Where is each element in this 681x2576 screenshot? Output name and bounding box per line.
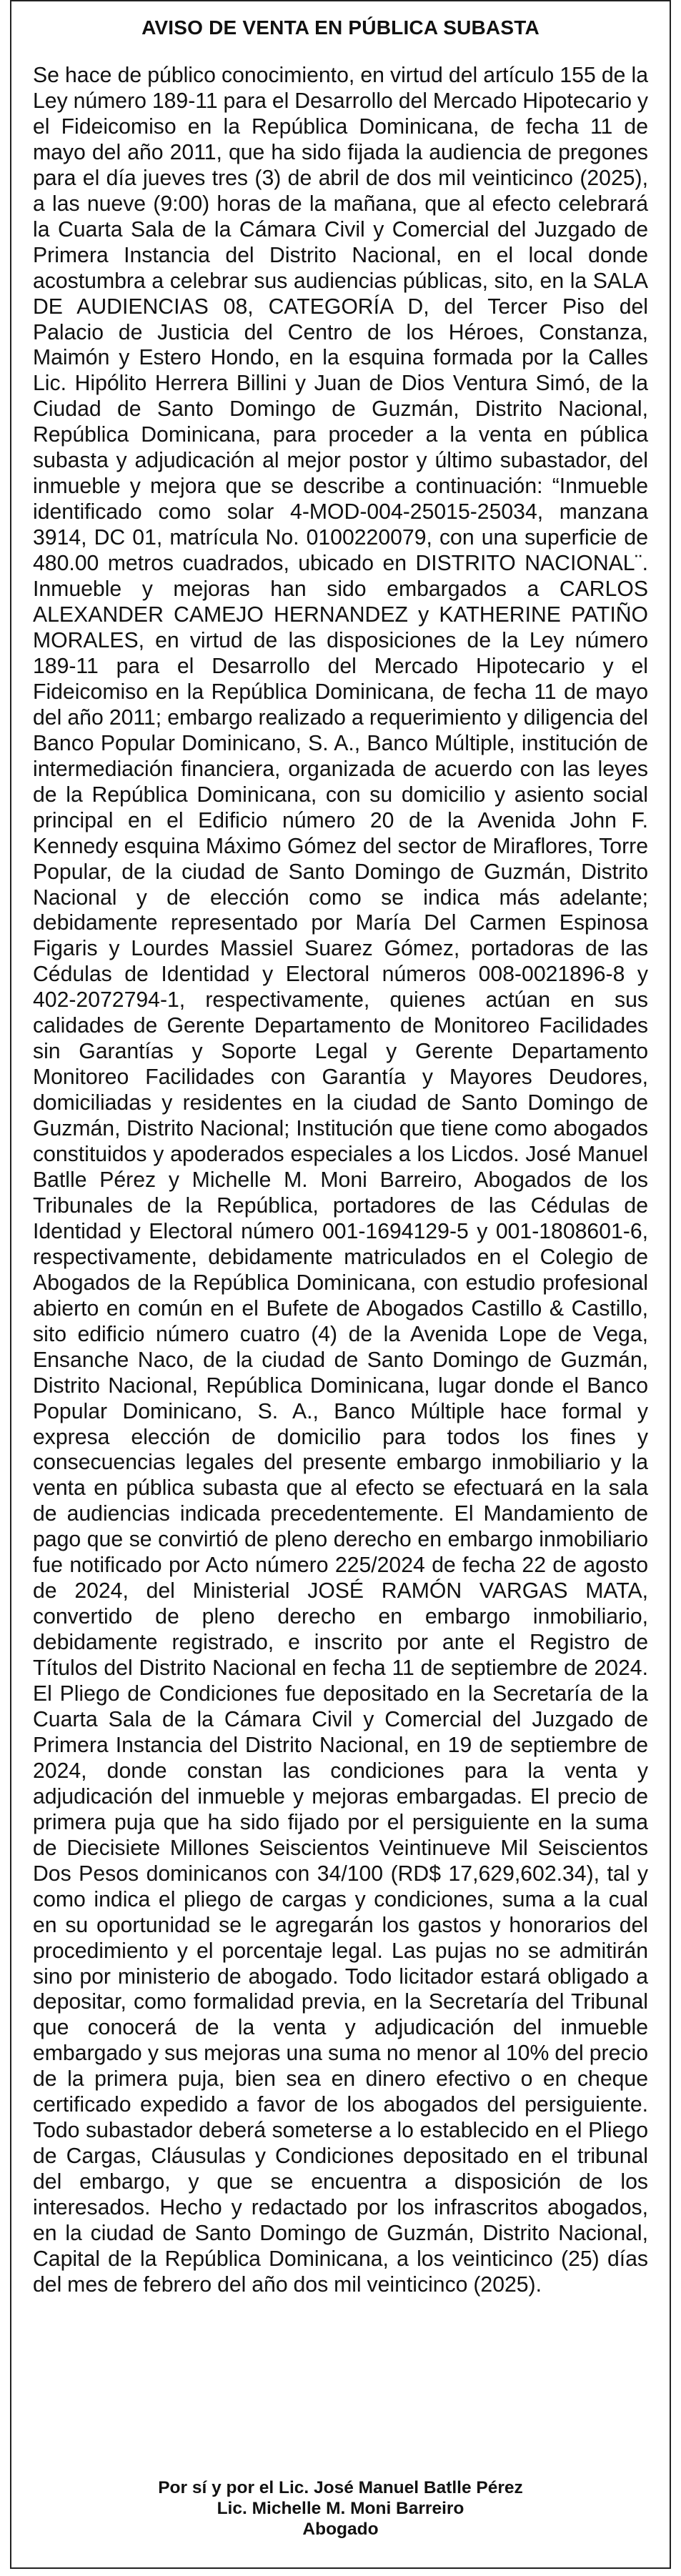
notice-body — [33, 63, 648, 2298]
public-auction-notice — [10, 0, 671, 2569]
notice-title: AVISO DE VENTA EN PÚBLICA SUBASTA — [141, 16, 540, 39]
notice-body-paragraph: Se hace de público conocimiento, en virtud del artículo 155 de la Ley número 189-11 para el Desarrollo del Mercado Hipotecario y el Fideicomiso en la República Dominicana, de fecha 11 de mayo del año 2011, que ha sido fijada la audiencia de pregones para el día jueves tres (3) de abril de dos mil veinticinco (2025), a las nueve (9:00) horas de la mañana, que al efecto celebrará la Cuarta Sala de la Cámara Civil y Comercial del Juzgado de Primera Instancia del Distrito Nacional, en el local donde acostumbra a celebrar sus audiencias públicas, sito, en la SALA DE AUDIENCIAS 08, CATEGORÍA D, del Tercer Piso del Palacio de Justicia del Centro de los Héroes, Constanza, Maimón y Estero Hondo, en la esquina formada por la Calles Lic. Hipólito Herrera Billini y Juan de Dios Ventura Simó, de la Ciudad de Santo Domingo de Guzmán, Distrito Nacional, República Dominicana, para proceder a la venta en pública subasta y adjudicación al mejor postor y último subastador, del inmueble y mejora que se describe a continuación: “Inmueble identificado como solar 4-MOD-004-25015-25034, manzana 3914, DC 01, matrícula No. 0100220079, con una superficie de 480.00 metros cuadrados, ubicado en DISTRITO NACIONAL¨. Inmueble y mejoras han sido embargados a CARLOS ALEXANDER CAMEJO HERNANDEZ y KATHERINE PATIÑO MORALES, en virtud de las disposiciones de la Ley número 189-11 para el Desarrollo del Mercado Hipotecario y el Fideicomiso en la República Dominicana, de fecha 11 de mayo del año 2011; embargo realizado a requerimiento y diligencia del Banco Popular Dominicano, S. A., Banco Múltiple, institución de intermediación financiera, organizada de acuerdo con las leyes de la República Dominicana, con su domicilio y asiento social principal en el Edificio número 20 de la Avenida John F. Kennedy esquina Máximo Gómez del sector de Miraflores, Torre Popular, de la ciudad de Santo Domingo de Guzmán, Distrito Nacional y de elección como se indica más adelante; debidamente representado por María Del Carmen Espinosa Figaris y Lourdes Massiel Suarez Gómez, portadoras de las Cédulas de Identidad y Electoral números 008-0021896-8 y 402-2072794-1, respectivamente, quienes actúan en sus calidades de Gerente Departamento de Monitoreo Facilidades sin Garantías y Soporte Legal y Gerente Departamento Monitoreo Facilidades con Garantía y Mayores Deudores, domiciliadas y residentes en la ciudad de Santo Domingo de Guzmán, Distrito Nacional; Institución que tiene como abogados constituidos y apoderados especiales a los Licdos. José Manuel Batlle Pérez y Michelle M. Moni Barreiro, Abogados de los Tribunales de la República, portadores de las Cédulas de Identidad y Electoral número 001-1694129-5 y 001-1808601-6, respectivamente, debidamente matriculados en el Colegio de Abogados de la República Dominicana, con estudio profesional abierto en común en el Bufete de Abogados Castillo & Castillo, sito edificio número cuatro (4) de la Avenida Lope de Vega, Ensanche Naco, de la ciudad de Santo Domingo de Guzmán, Distrito Nacional, República Dominicana, lugar donde el Banco Popular Dominicano, S. A., Banco Múltiple hace formal y expresa elección de domicilio para todos los fines y consecuencias legales del presente embargo inmobiliario y la venta en pública subasta que al efecto se efectuará en la sala de audiencias indicada precedentemente. El Mandamiento de pago que se convirtió de pleno derecho en embargo inmobiliario fue notificado por Acto número 225/2024 de fecha 22 de agosto de 2024, del Ministerial JOSÉ RAMÓN VARGAS MATA, convertido de pleno derecho en embargo inmobiliario, debidamente registrado, e inscrito por ante el Registro de Títulos del Distrito Nacional en fecha 11 de septiembre de 2024. El Pliego de Condiciones fue depositado en la Secretaría de la Cuarta Sala de la Cámara Civil y Comercial del Juzgado de Primera Instancia del Distrito Nacional, en 19 de septiembre de 2024, donde constan las condiciones para la venta y adjudicación del inmueble y mejoras embargadas. El precio de primera puja que ha sido fijado por el persiguiente en la suma de Diecisiete Millones Seiscientos Veintinueve Mil Seiscientos Dos Pesos dominicanos con 34/100 (RD$ 17,629,602.34), tal y como indica el pliego de cargas y condiciones, suma a la cual en su oportunidad se le agregarán los gastos y honorarios del procedimiento y el porcentaje legal. Las pujas no se admitirán sino por ministerio de abogado. Todo licitador estará obligado a depositar, como formalidad previa, en la Secretaría del Tribunal que conocerá de la venta y adjudicación del inmueble embargado y sus mejoras una suma no menor al 10% del precio de la primera puja, bien sea en dinero efectivo o en cheque certificado expedido a favor de los abogados del persiguiente. Todo subastador deberá someterse a lo establecido en el Pliego de Cargas, Cláusulas y Condiciones depositado en el tribunal del embargo, y que se encuentra a disposición de los interesados. Hecho y redactado por los infrascritos abogados, en la ciudad de Santo Domingo de Guzmán, Distrito Nacional, Capital de la República Dominicana, a los veinticinco (25) días del mes de febrero del año dos mil veinticinco (2025). — [33, 64, 648, 2297]
signature-lawyer-title: Abogado — [302, 2520, 379, 2539]
signature-block — [11, 2477, 670, 2540]
signature-lawyer-name: Lic. Michelle M. Moni Barreiro — [217, 2499, 464, 2518]
signature-line-on-behalf: Por sí y por el Lic. José Manuel Batlle Pérez — [158, 2478, 523, 2497]
